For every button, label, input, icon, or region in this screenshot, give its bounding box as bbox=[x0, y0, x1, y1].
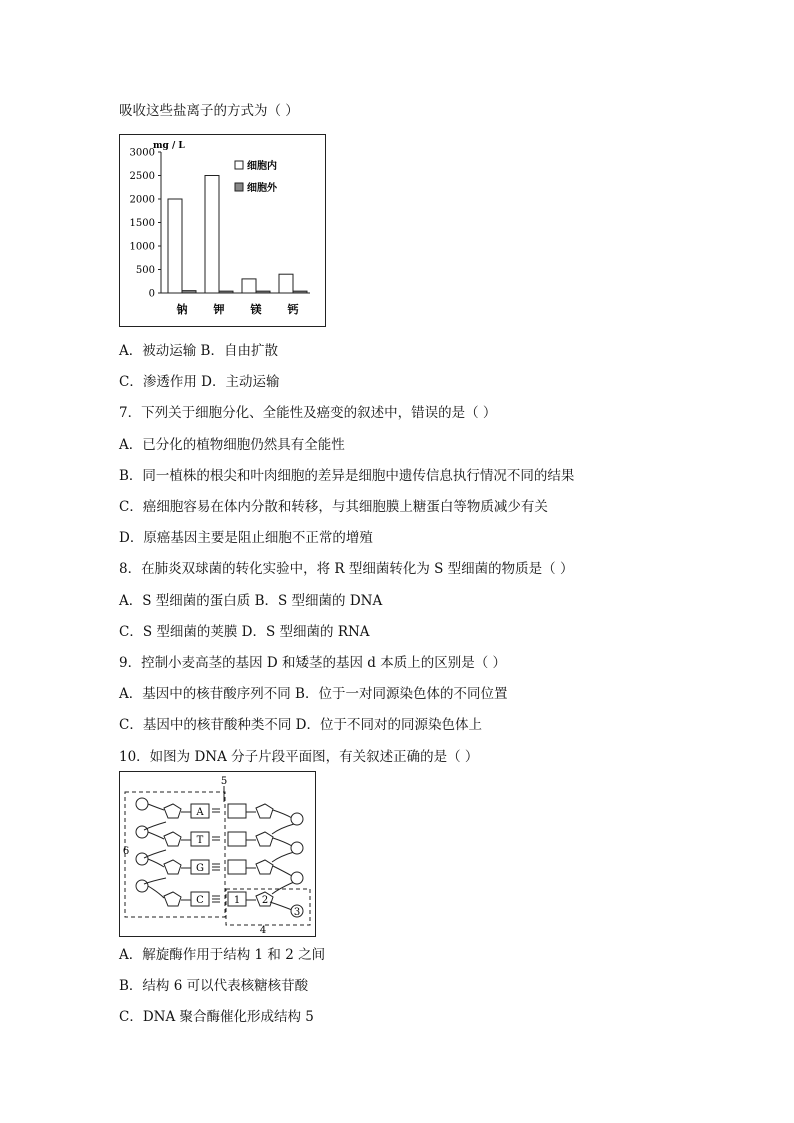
ion-concentration-chart bbox=[119, 134, 326, 327]
question-6-stem: 吸收这些盐离子的方式为（ ） bbox=[119, 103, 299, 119]
y-tick-label: 1500 bbox=[129, 218, 155, 229]
q10-option-c: C．DNA 聚合酶催化形成结构 5 bbox=[119, 1009, 314, 1025]
hydrogen-bonds bbox=[212, 809, 220, 902]
q10-option-b: B．结构 6 可以代表核糖核苷酸 bbox=[119, 978, 309, 994]
y-tick-label: 3000 bbox=[129, 147, 155, 159]
bar-outside bbox=[182, 291, 196, 293]
q7-option-a: A．已分化的植物细胞仍然具有全能性 bbox=[119, 437, 345, 453]
q6-option-line-1: A．被动运输 B．自由扩散 bbox=[119, 343, 278, 359]
category-label: 镁 bbox=[250, 303, 262, 316]
q7-stem: 7．下列关于细胞分化、全能性及癌变的叙述中，错误的是（ ） bbox=[119, 405, 497, 421]
q8-stem: 8．在肺炎双球菌的转化实验中，将 R 型细菌转化为 S 型细菌的物质是（ ） bbox=[119, 561, 574, 577]
q8-options-cd: C．S 型细菌的荚膜 D．S 型细菌的 RNA bbox=[119, 624, 370, 640]
legend-label: 细胞外 bbox=[247, 183, 277, 194]
q10-stem: 10．如图为 DNA 分子片段平面图，有关叙述正确的是（ ） bbox=[119, 749, 479, 765]
base-a: A bbox=[196, 807, 204, 818]
label-6: 6 bbox=[122, 846, 130, 857]
y-tick-label: 1000 bbox=[129, 241, 155, 253]
q6-option-line-2: C．渗透作用 D．主动运输 bbox=[119, 374, 280, 390]
label-3: 3 bbox=[293, 907, 301, 918]
q7-option-d: D．原癌基因主要是阻止细胞不正常的增殖 bbox=[119, 530, 373, 546]
bar-inside bbox=[242, 279, 256, 293]
y-tick-label: 2500 bbox=[129, 171, 155, 182]
q9-options-cd: C．基因中的核苷酸种类不同 D．位于不同对的同源染色体上 bbox=[119, 717, 482, 733]
category-label: 钙 bbox=[287, 303, 299, 316]
category-label: 钠 bbox=[176, 303, 188, 316]
bar-chart-svg bbox=[120, 135, 325, 326]
label-2: 2 bbox=[261, 895, 269, 906]
dna-fragment-diagram bbox=[119, 771, 316, 937]
y-tick-label: 0 bbox=[148, 288, 155, 300]
bar-outside bbox=[219, 291, 233, 293]
y-unit-label: mg / L bbox=[153, 141, 185, 151]
q7-option-b: B．同一植株的根尖和叶肉细胞的差异是细胞中遗传信息执行情况不同的结果 bbox=[119, 468, 575, 484]
dna-diagram-svg bbox=[120, 772, 315, 936]
q7-option-c: C．癌细胞容易在体内分散和转移，与其细胞膜上糖蛋白等物质减少有关 bbox=[119, 499, 548, 515]
legend-swatch bbox=[235, 183, 243, 191]
label-4: 4 bbox=[259, 925, 267, 936]
label-1: 1 bbox=[233, 895, 241, 906]
bar-inside bbox=[205, 176, 219, 294]
base-t: T bbox=[196, 835, 204, 846]
bar-outside bbox=[256, 291, 270, 293]
q9-stem: 9．控制小麦高茎的基因 D 和矮茎的基因 d 本质上的区别是（ ） bbox=[119, 655, 507, 671]
base-c: C bbox=[196, 895, 204, 906]
legend-label: 细胞内 bbox=[247, 161, 277, 172]
bar-outside bbox=[293, 291, 307, 293]
q10-option-a: A．解旋酶作用于结构 1 和 2 之间 bbox=[119, 947, 326, 963]
bar-inside bbox=[279, 274, 293, 293]
y-tick-label: 2000 bbox=[129, 194, 155, 206]
q9-options-ab: A．基因中的核苷酸序列不同 B．位于一对同源染色体的不同位置 bbox=[119, 686, 508, 702]
legend-swatch bbox=[235, 161, 243, 169]
label-5: 5 bbox=[220, 776, 228, 787]
y-tick-label: 500 bbox=[135, 265, 155, 276]
bar-inside bbox=[168, 199, 182, 293]
base-g: G bbox=[196, 863, 204, 874]
category-label: 钾 bbox=[213, 303, 225, 316]
q8-options-ab: A．S 型细菌的蛋白质 B．S 型细菌的 DNA bbox=[119, 593, 383, 609]
